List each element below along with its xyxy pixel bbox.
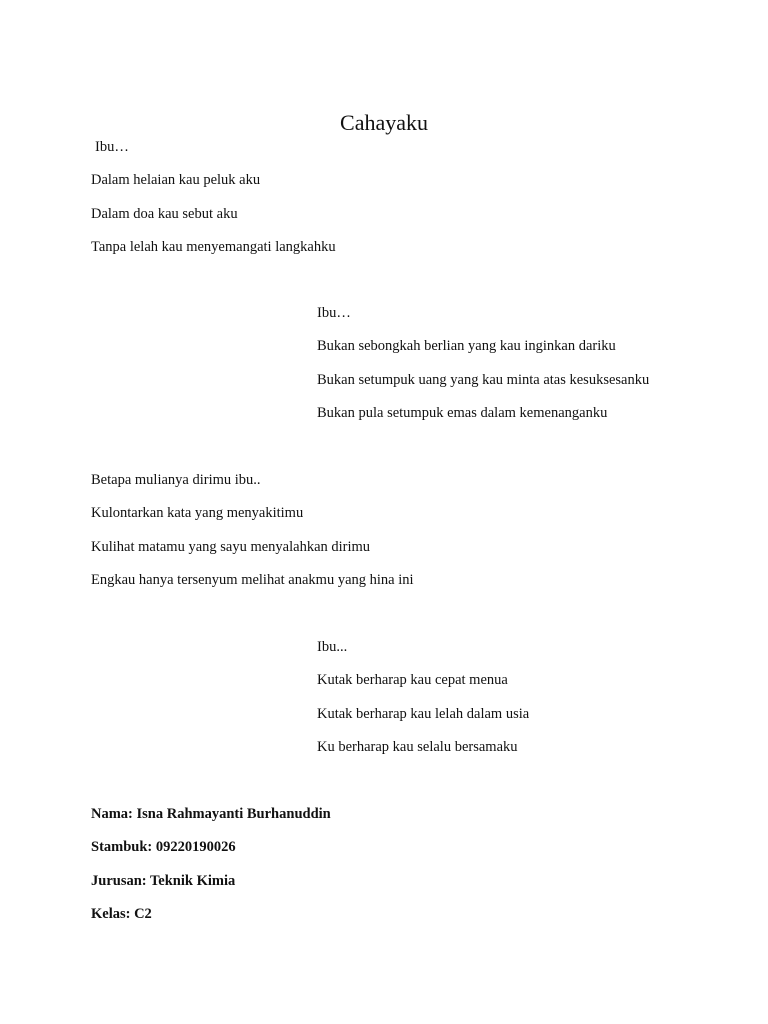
poem-line: Engkau hanya tersenyum melihat anakmu yang hina ini — [91, 572, 414, 589]
poem-line: Ibu… — [317, 305, 351, 321]
author-kelas: Kelas: C2 — [91, 906, 152, 923]
author-stambuk: Stambuk: 09220190026 — [91, 839, 236, 856]
poem-line: Bukan setumpuk uang yang kau minta atas kesuksesanku — [317, 371, 650, 388]
author-name: Nama: Isna Rahmayanti Burhanuddin — [91, 806, 331, 822]
stanza-4 — [317, 637, 529, 771]
poem-line: Kulontarkan kata yang menyakitimu — [91, 505, 304, 522]
poem-line: Kutak berharap kau lelah dalam usia — [317, 705, 530, 722]
poem-line: Tanpa lelah kau menyemangati langkahku — [91, 239, 336, 256]
stanza-1 — [91, 137, 336, 271]
author-jurusan: Jurusan: Teknik Kimia — [91, 872, 236, 889]
poem-line: Dalam helaian kau peluk aku — [91, 172, 261, 189]
poem-line: Betapa mulianya dirimu ibu.. — [91, 472, 261, 488]
poem-line: Kutak berharap kau cepat menua — [317, 672, 508, 689]
stanza-2 — [317, 303, 649, 437]
poem-line: Ibu... — [317, 639, 348, 655]
poem-line: Bukan pula setumpuk emas dalam kemenanganku — [317, 405, 608, 422]
stanza-3 — [91, 470, 414, 604]
author-info — [91, 804, 331, 938]
poem-line: Dalam doa kau sebut aku — [91, 205, 238, 222]
poem-title: Cahayaku — [340, 109, 428, 135]
poem-line: Ibu… — [95, 139, 129, 155]
poem-line: Kulihat matamu yang sayu menyalahkan dirimu — [91, 538, 371, 555]
poem-line: Ku berharap kau selalu bersamaku — [317, 739, 518, 756]
poem-line: Bukan sebongkah berlian yang kau inginkan dariku — [317, 338, 616, 355]
